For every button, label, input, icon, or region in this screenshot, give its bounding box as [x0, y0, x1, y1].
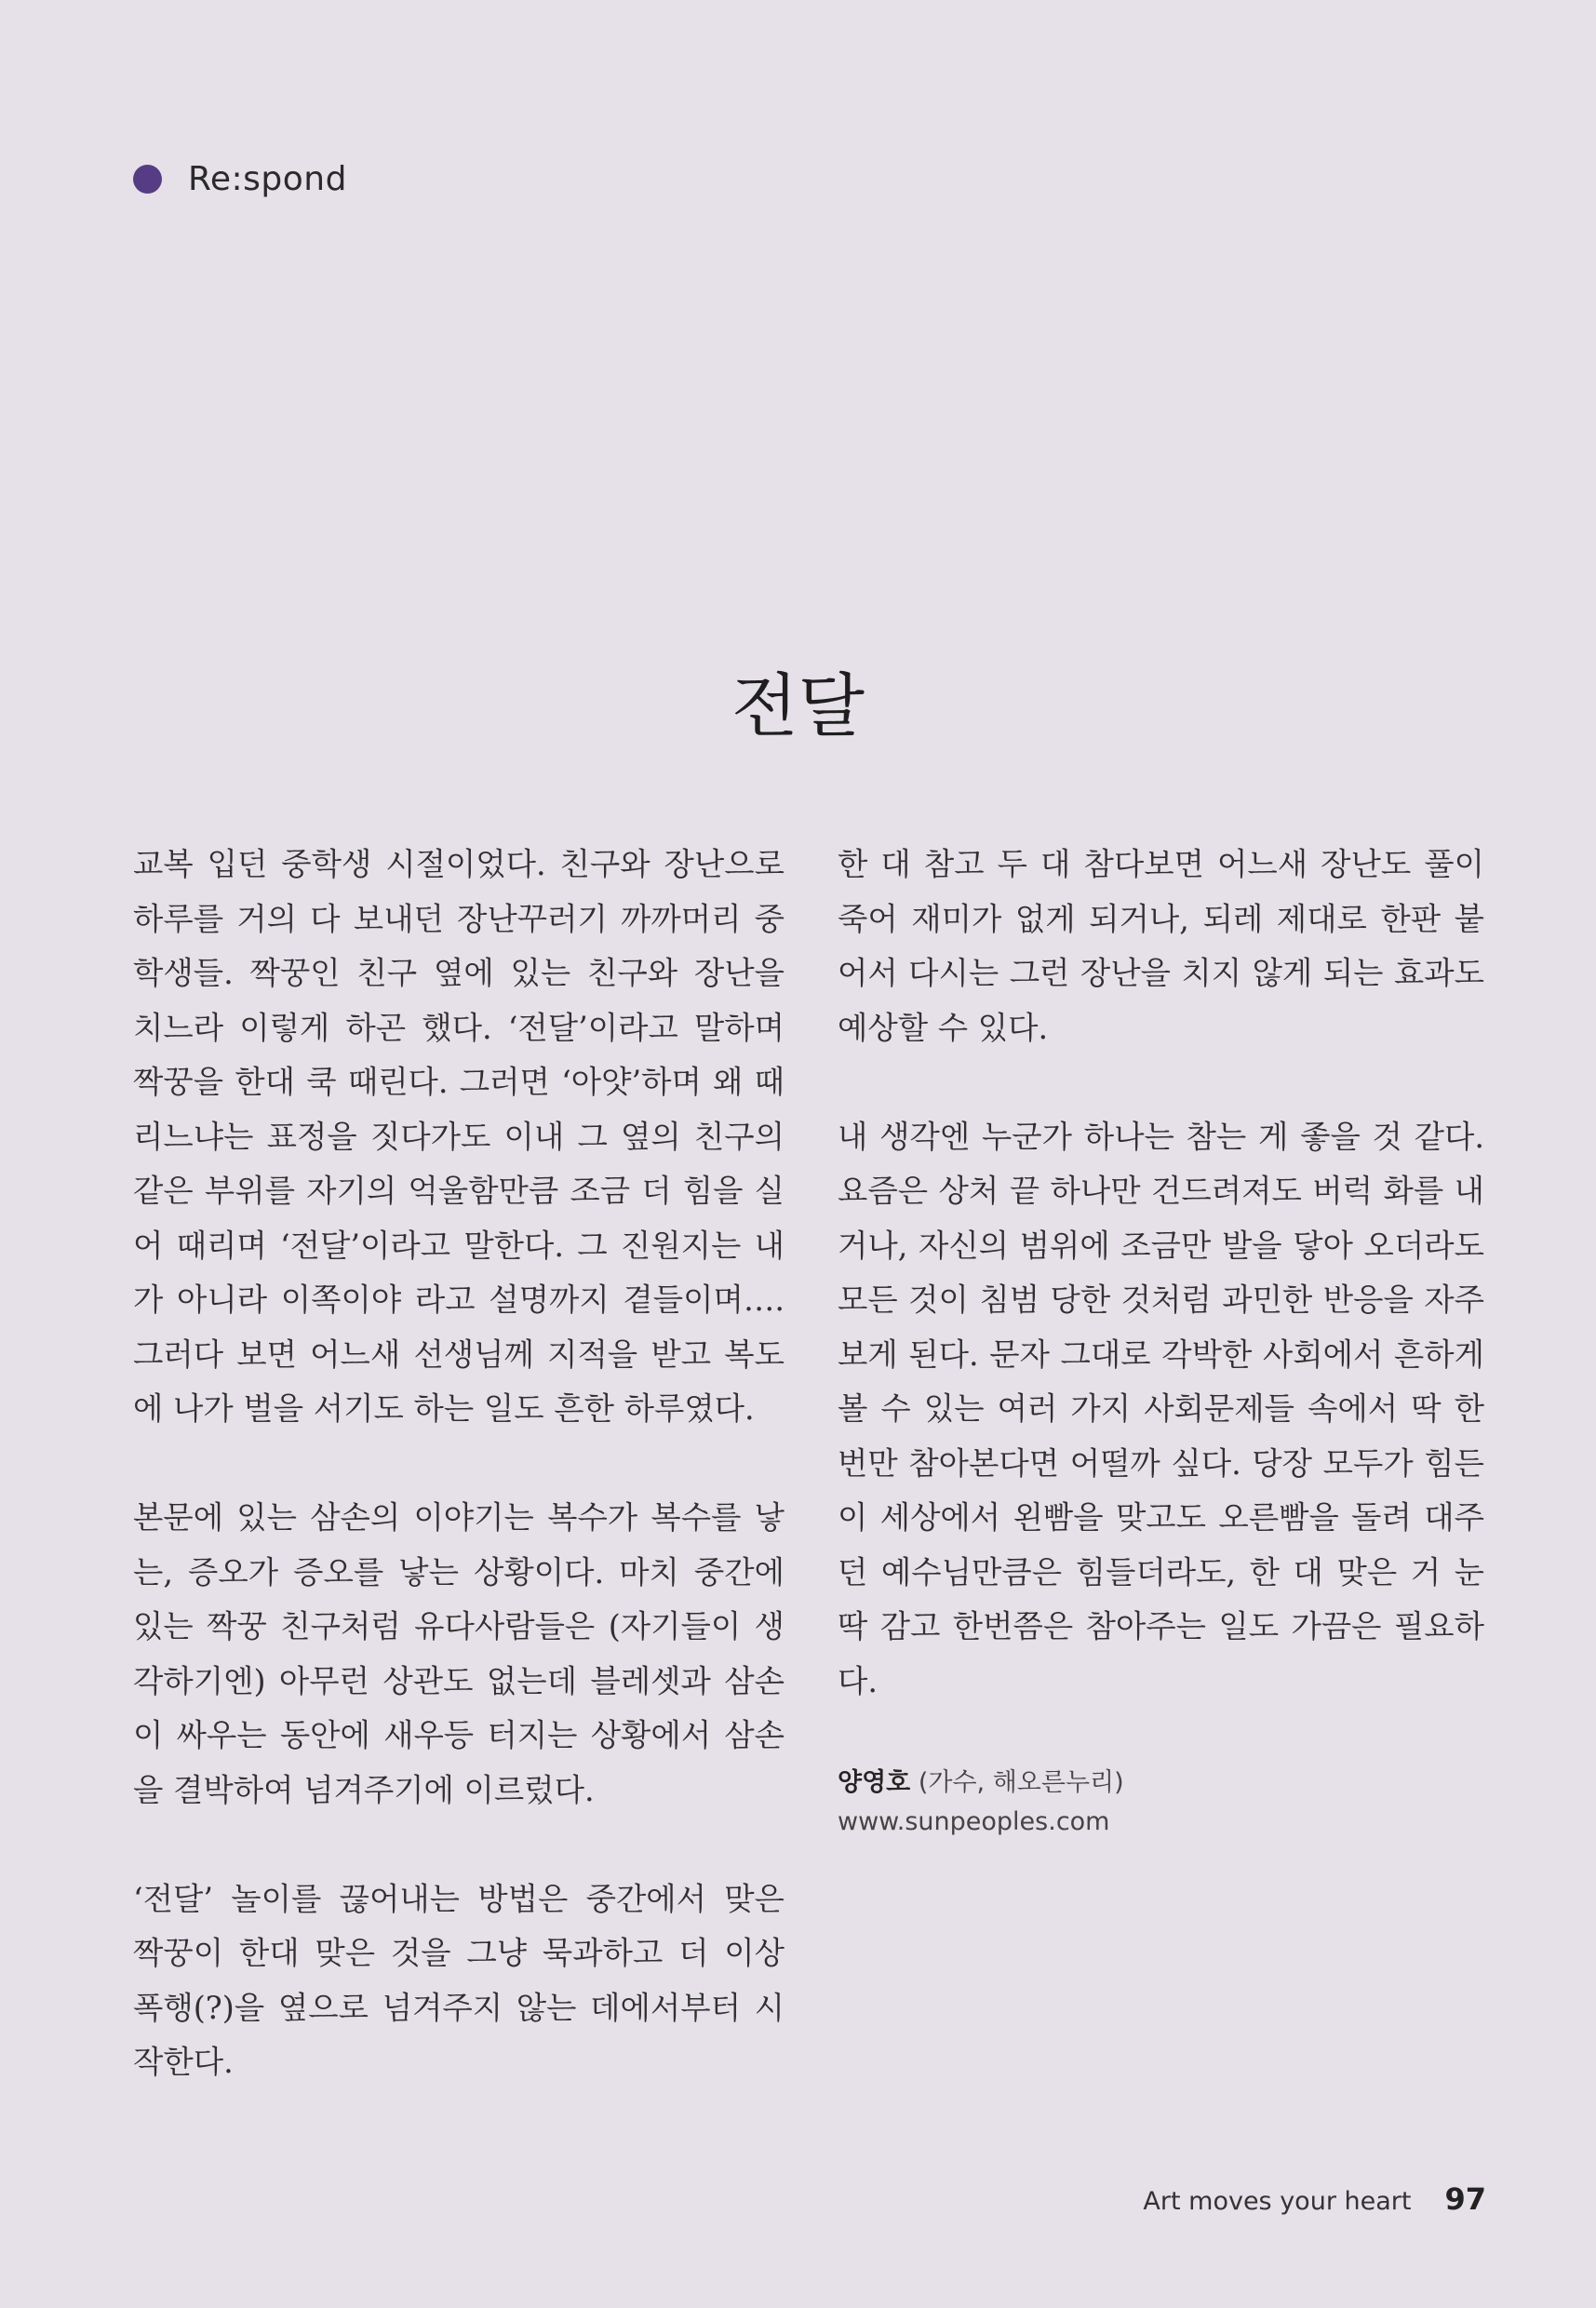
- body-paragraph: 한 대 참고 두 대 참다보면 어느새 장난도 풀이 죽어 재미가 없게 되거나, 되레 제대로 한판 붙어서 다시는 그런 장난을 치지 않게 되는 효과도 예상할 수 있다.: [838, 846, 1484, 1046]
- bullet-dot-icon: [133, 165, 162, 194]
- body-paragraph: 내 생각엔 누군가 하나는 참는 게 좋을 것 같다. 요즘은 상처 끝 하나만 건드려져도 버럭 화를 내거나, 자신의 범위에 조금만 발을 닿아 오더라도 모든 것이 침범 당한 것처럼 과민한 반응을 자주 보게 된다. 문자 그대로 각박한 사회에서 흔하게 볼 수 있는 여러 가지 사회문제들 속에서 딱 한번만 참아본다면 어떨까 싶다. 당장 모두가 힘든 이 세상에서 왼빰을 맞고도 오른빰을 돌려 대주던 예수님만큼은 힘들더라도, 한 대 맞은 거 눈 딱 감고 한번쯤은 참아주는 일도 가끔은 필요하다.: [838, 1118, 1484, 1699]
- author-url: www.sunpeoples.com: [838, 1806, 1110, 1836]
- page-footer: [1143, 2181, 1486, 2217]
- body-paragraph: 본문에 있는 삼손의 이야기는 복수가 복수를 낳는, 증오가 증오를 낳는 상황이다. 마치 중간에 있는 짝꿍 친구처럼 유다사람들은 (자기들이 생각하기엔) 아무런 상관도 없는데 블레셋과 삼손이 싸우는 동안에 새우등 터지는 상황에서 삼손을 결박하여 넘겨주기에 이르렀다.: [133, 1499, 785, 1808]
- author-signature: [838, 1764, 1484, 1842]
- page-number: 97: [1444, 2181, 1486, 2217]
- left-column: [133, 838, 785, 2090]
- footer-tagline: Art moves your heart: [1143, 2187, 1412, 2216]
- section-tag: [133, 160, 347, 198]
- author-line: [838, 1764, 1484, 1803]
- author-name: 양영호: [838, 1767, 911, 1797]
- body-paragraph: 교복 입던 중학생 시절이었다. 친구와 장난으로 하루를 거의 다 보내던 장난꾸러기 까까머리 중학생들. 짝꿍인 친구 옆에 있는 친구와 장난을 치느라 이렇게 하곤 했다. ‘전달’이라고 말하며 짝꿍을 한대 쿡 때린다. 그러면 ‘아얏’하며 왜 때리느냐는 표정을 짓다가도 이내 그 옆의 친구의 같은 부위를 자기의 억울함만큼 조금 더 힘을 실어 때리며 ‘전달’이라고 말한다. 그 진원지는 내가 아니라 이쪽이야 라고 설명까지 곁들이며…. 그러다 보면 어느새 선생님께 지적을 받고 복도에 나가 벌을 서기도 하는 일도 흔한 하루였다.: [133, 846, 785, 1427]
- body-paragraph: ‘전달’ 놀이를 끊어내는 방법은 중간에서 맞은 짝꿍이 한대 맞은 것을 그냥 묵과하고 더 이상 폭행(?)을 옆으로 넘겨주지 않는 데에서부터 시작한다.: [133, 1880, 785, 2080]
- article-title: 전달: [731, 665, 865, 746]
- section-label: Re:spond: [188, 160, 347, 198]
- author-role: (가수, 해오른누리): [918, 1767, 1124, 1797]
- right-column: [838, 838, 1484, 1842]
